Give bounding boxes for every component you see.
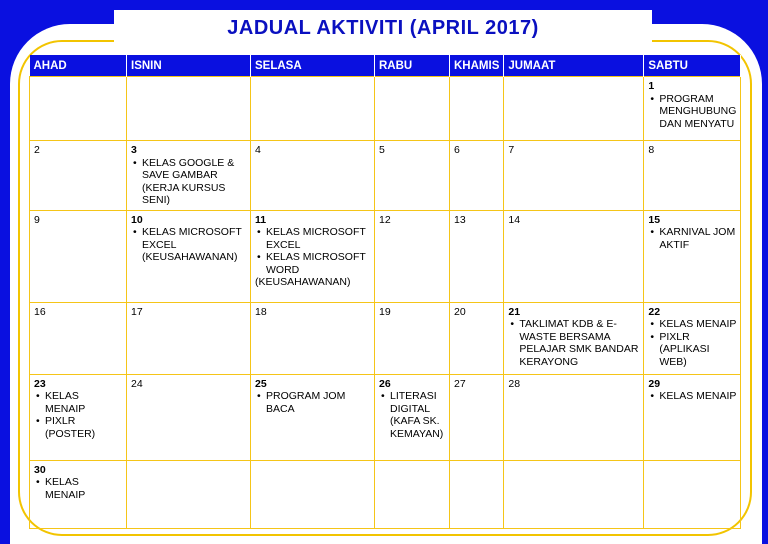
week-row	[30, 302, 741, 374]
day-number: 9	[34, 213, 40, 226]
day-number: 28	[508, 377, 521, 390]
day-number: 12	[379, 213, 391, 226]
day-header: AHAD	[30, 55, 127, 77]
day-cell	[504, 141, 644, 211]
day-number: 2	[34, 144, 40, 156]
day-cell	[375, 374, 450, 460]
event-list	[34, 390, 122, 440]
day-cell	[127, 460, 251, 528]
day-cell	[251, 302, 375, 374]
day-number: 1	[648, 80, 655, 92]
day-cell	[450, 302, 504, 374]
day-cell	[375, 302, 450, 374]
event-item: • KELAS MENAIP	[648, 318, 736, 331]
event-item: • PIXLR (APLIKASI WEB)	[648, 331, 736, 369]
day-number: 15	[648, 213, 661, 226]
day-cell	[251, 141, 375, 211]
day-number: 18	[255, 305, 267, 318]
event-list	[131, 226, 246, 264]
day-cell	[504, 210, 644, 302]
page-title: JADUAL AKTIVITI (APRIL 2017)	[227, 17, 539, 39]
event-item: • KELAS MENAIP	[34, 390, 122, 415]
day-cell	[504, 77, 644, 141]
day-number: 23	[34, 377, 46, 390]
event-item: • KELAS MENAIP	[34, 476, 122, 501]
day-cell	[127, 302, 251, 374]
day-number: 10	[131, 213, 143, 226]
week-row	[30, 210, 741, 302]
event-list	[255, 390, 370, 415]
day-number: 8	[648, 144, 655, 156]
event-item: • KELAS MICROSOFT EXCEL (KEUSAHAWANAN)	[131, 226, 246, 264]
day-cell	[450, 460, 504, 528]
event-note: (KEUSAHAWANAN)	[255, 276, 351, 288]
day-cell	[127, 374, 251, 460]
day-cell	[644, 77, 741, 141]
calendar-body	[30, 77, 741, 529]
day-number: 21	[508, 305, 521, 318]
day-cell	[450, 141, 504, 211]
title-box	[114, 10, 652, 44]
day-cell	[251, 210, 375, 302]
day-number: 3	[131, 144, 137, 156]
event-item: • TAKLIMAT KDB & E-WASTE BERSAMA PELAJAR SMK BANDAR KERAYONG	[508, 318, 639, 368]
event-list	[648, 93, 736, 131]
day-cell	[30, 210, 127, 302]
week-row	[30, 374, 741, 460]
day-cell	[644, 460, 741, 528]
day-header: KHAMIS	[450, 55, 504, 77]
day-cell	[30, 460, 127, 528]
day-number: 14	[508, 213, 521, 226]
day-cell	[375, 460, 450, 528]
day-cell	[30, 77, 127, 141]
event-list	[131, 157, 246, 207]
day-cell	[30, 141, 127, 211]
day-number: 22	[648, 305, 661, 318]
day-number: 29	[648, 377, 661, 390]
event-item: • KARNIVAL JOM AKTIF	[648, 226, 736, 251]
day-header: SABTU	[644, 55, 741, 77]
day-cell	[127, 77, 251, 141]
day-cell	[251, 460, 375, 528]
day-cell	[127, 210, 251, 302]
day-number: 26	[379, 377, 391, 390]
event-list	[508, 318, 639, 368]
day-cell	[450, 374, 504, 460]
day-number: 17	[131, 305, 143, 318]
day-number: 27	[454, 377, 466, 390]
day-cell	[450, 77, 504, 141]
event-item: • KELAS MICROSOFT EXCEL	[255, 226, 370, 251]
day-number: 5	[379, 144, 385, 156]
event-list	[34, 476, 122, 501]
day-number: 4	[255, 144, 261, 156]
event-item: • PROGRAM JOM BACA	[255, 390, 370, 415]
event-item: • LITERASI DIGITAL (KAFA SK. KEMAYAN)	[379, 390, 445, 440]
day-header: ISNIN	[127, 55, 251, 77]
event-item: • KELAS GOOGLE & SAVE GAMBAR (KERJA KURSUS SENI)	[131, 157, 246, 207]
day-number: 6	[454, 144, 460, 156]
day-number: 11	[255, 213, 267, 226]
event-item: • KELAS MENAIP	[648, 390, 736, 403]
event-item: • PROGRAM MENGHUBUNG DAN MENYATU	[648, 93, 736, 131]
day-number: 20	[454, 305, 466, 318]
day-cell	[504, 302, 644, 374]
week-row	[30, 141, 741, 211]
day-cell	[644, 141, 741, 211]
day-number: 30	[34, 463, 46, 476]
day-header: RABU	[375, 55, 450, 77]
day-cell	[375, 141, 450, 211]
day-cell	[251, 374, 375, 460]
day-number: 13	[454, 213, 466, 226]
day-number: 7	[508, 144, 515, 156]
calendar-header-row	[30, 55, 741, 77]
day-cell	[375, 77, 450, 141]
day-cell	[30, 374, 127, 460]
day-header: SELASA	[251, 55, 375, 77]
event-item: • KELAS MICROSOFT WORD	[255, 251, 370, 276]
day-cell	[504, 374, 644, 460]
event-list	[648, 318, 736, 368]
day-number: 24	[131, 377, 143, 390]
day-number: 25	[255, 377, 267, 390]
day-cell	[375, 210, 450, 302]
day-cell	[251, 77, 375, 141]
event-list	[379, 390, 445, 440]
day-cell	[127, 141, 251, 211]
day-number: 19	[379, 305, 391, 318]
day-number: 16	[34, 305, 46, 318]
event-item: • PIXLR (POSTER)	[34, 415, 122, 440]
week-row	[30, 77, 741, 141]
event-list	[648, 390, 736, 403]
day-cell	[644, 210, 741, 302]
event-list	[648, 226, 736, 251]
day-cell	[644, 302, 741, 374]
event-list	[255, 226, 370, 276]
day-header: JUMAAT	[504, 55, 644, 77]
calendar-table	[29, 55, 741, 529]
day-cell	[450, 210, 504, 302]
day-cell	[30, 302, 127, 374]
day-cell	[644, 374, 741, 460]
day-cell	[504, 460, 644, 528]
week-row	[30, 460, 741, 528]
